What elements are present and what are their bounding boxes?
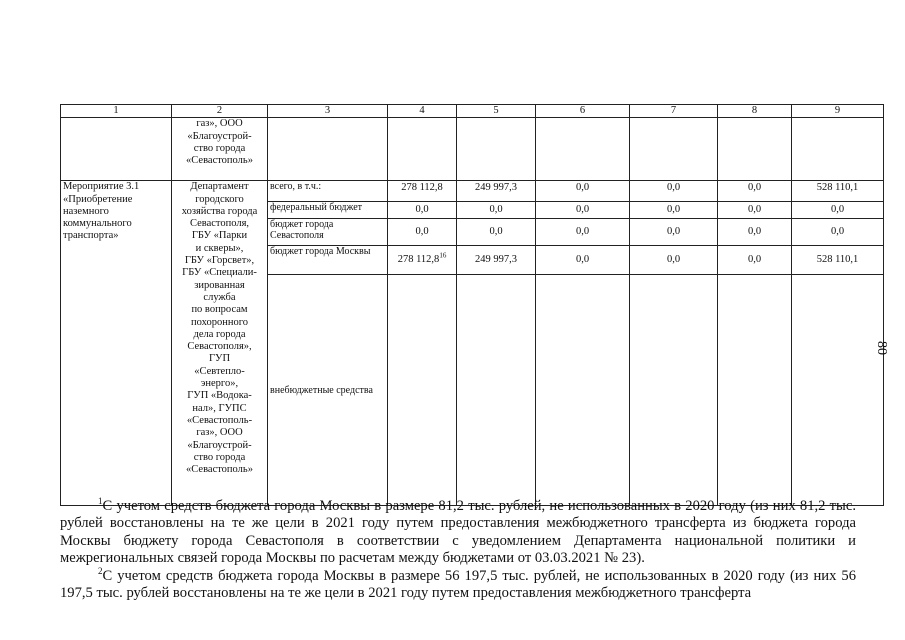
value-cell <box>536 219 630 246</box>
funding-source-cell: внебюджетные средства <box>268 275 388 506</box>
value-text: 0,0 <box>415 226 429 238</box>
column-number-cell: 2 <box>172 105 268 118</box>
empty-cell <box>630 118 718 181</box>
value-cell <box>718 219 792 246</box>
value-cell <box>388 181 457 202</box>
value-text: 0,0 <box>666 204 681 216</box>
value-cell <box>457 219 536 246</box>
text-line: транспорта» <box>63 230 119 242</box>
value-cell <box>630 219 718 246</box>
empty-cell <box>718 118 792 181</box>
value-text: 249 997,3 <box>475 254 517 266</box>
value-text: 0,0 <box>575 254 590 266</box>
value-cell <box>388 275 457 506</box>
value-text: 0,0 <box>489 226 503 238</box>
text-line: ство города <box>193 142 246 154</box>
text-line: ГБУ «Парки <box>191 230 248 242</box>
value-cell <box>792 246 884 275</box>
continuation-executor-cell <box>172 118 268 181</box>
text-line: энерго», <box>200 378 239 390</box>
column-number-cell: 4 <box>388 105 457 118</box>
value-cell <box>630 275 718 506</box>
value-text: 249 997,3 <box>475 182 517 194</box>
text-line: Севастополя, <box>189 218 250 230</box>
text-line: газ», ООО <box>196 118 243 130</box>
column-number-cell: 8 <box>718 105 792 118</box>
text-line: наземного <box>63 205 109 217</box>
value-text: 0,0 <box>747 226 762 238</box>
text-line: коммунального <box>63 218 132 230</box>
funding-source-cell: всего, в т.ч.: <box>268 181 388 202</box>
value-text: 278 112,8 <box>401 182 443 194</box>
value-cell <box>457 181 536 202</box>
value-cell <box>457 202 536 219</box>
column-number-cell: 9 <box>792 105 884 118</box>
column-number-cell: 5 <box>457 105 536 118</box>
text-line: ство города <box>193 451 246 463</box>
text-line: похоронного <box>191 316 248 328</box>
empty-cell <box>792 118 884 181</box>
value-cell <box>388 202 457 219</box>
text-line: «Севастополь- <box>186 414 253 426</box>
value-cell <box>718 202 792 219</box>
empty-cell <box>457 118 536 181</box>
value-cell <box>536 181 630 202</box>
measure-executor-cell <box>172 181 268 506</box>
text-line: по вопросам <box>191 304 248 316</box>
footnote-marker: 16 <box>439 251 447 260</box>
text-line: Департамент <box>190 181 249 193</box>
empty-cell <box>268 118 388 181</box>
text-line: Севастополя», <box>187 341 252 353</box>
text-line: «Благоустрой- <box>187 130 252 142</box>
text-line: ГБУ «Горсвет», <box>184 255 255 267</box>
column-number-cell: 7 <box>630 105 718 118</box>
column-number-row <box>61 105 884 118</box>
value-cell <box>630 246 718 275</box>
value-text: 0,0 <box>747 254 762 266</box>
text-line: «Севастополь» <box>186 155 253 167</box>
text-line: ГУП «Водока- <box>187 390 252 402</box>
value-text: 278 112,8 <box>397 254 440 266</box>
footnote-text: С учетом средств бюджета города Москвы в размере 56 197,5 тыс. рублей, не использованных в 2020 году (из них 56 197,5 тыс. рублей восстановлены на те же цели в 2021 году путем предоставления межбюджетного трансферта <box>60 567 856 602</box>
text-line: ГУП <box>208 353 231 365</box>
value-text: 0,0 <box>415 204 429 216</box>
text-line: ГБУ «Специали- <box>182 267 257 279</box>
funding-source-cell: бюджет города Москвы <box>268 246 388 275</box>
empty-cell <box>536 118 630 181</box>
value-text: 0,0 <box>830 226 845 238</box>
text-line: и скверы», <box>195 242 244 254</box>
value-cell <box>388 246 457 275</box>
value-cell <box>792 219 884 246</box>
value-cell <box>792 202 884 219</box>
text-line: «Благоустрой- <box>187 439 252 451</box>
footnotes <box>60 498 856 602</box>
footnote <box>60 498 856 568</box>
value-cell <box>792 181 884 202</box>
value-text: 0,0 <box>747 182 762 194</box>
value-text: 0,0 <box>830 204 845 216</box>
empty-cell <box>388 118 457 181</box>
value-cell <box>630 202 718 219</box>
value-cell <box>457 246 536 275</box>
text-line: зированная <box>194 279 245 291</box>
value-text: 0,0 <box>575 226 590 238</box>
funding-source-cell: бюджет города Севастополя <box>268 219 388 246</box>
budget-table <box>60 104 884 506</box>
text-line: «Севтепло- <box>194 365 245 377</box>
column-number-cell: 3 <box>268 105 388 118</box>
value-cell <box>536 246 630 275</box>
value-text: 0,0 <box>575 204 590 216</box>
value-cell <box>388 219 457 246</box>
text-line: хозяйства города <box>181 205 258 217</box>
value-text: 0,0 <box>666 254 681 266</box>
funding-source-cell: федеральный бюджет <box>268 202 388 219</box>
footnote-marker: 1 <box>98 496 103 507</box>
text-line: дела города <box>193 328 246 340</box>
value-text: 0,0 <box>666 226 681 238</box>
text-line: Мероприятие 3.1 <box>63 181 140 193</box>
funding-row <box>61 181 884 202</box>
value-text: 0,0 <box>666 182 681 194</box>
value-text: 528 110,1 <box>816 182 859 194</box>
value-text: 528 110,1 <box>816 254 859 266</box>
text-line: «Севастополь» <box>186 464 253 476</box>
text-line: служба <box>203 291 236 303</box>
value-cell <box>792 275 884 506</box>
text-line: газ», ООО <box>196 427 243 439</box>
value-text: 0,0 <box>747 204 762 216</box>
value-cell <box>536 202 630 219</box>
page-number: 80 <box>874 341 889 355</box>
value-text: 0,0 <box>575 182 590 194</box>
continuation-row <box>61 118 884 181</box>
value-text: 0,0 <box>489 204 503 216</box>
value-cell <box>536 275 630 506</box>
value-cell <box>457 275 536 506</box>
value-cell <box>718 181 792 202</box>
footnote <box>60 565 856 603</box>
footnote-marker: 2 <box>98 565 103 576</box>
text-line: «Приобретение <box>63 193 133 205</box>
value-cell <box>718 275 792 506</box>
measure-name-cell <box>61 181 172 506</box>
text-line: городского <box>195 193 244 205</box>
column-number-cell: 1 <box>61 105 172 118</box>
text-line: нал», ГУПС <box>192 402 247 414</box>
value-cell <box>718 246 792 275</box>
column-number-cell: 6 <box>536 105 630 118</box>
footnote-text: С учетом средств бюджета города Москвы в размере 81,2 тыс. рублей, не использованных в 2020 году (из них 81,2 тыс. рублей восстановлены на те же цели в 2021 году путем предоставления межбюджетного трансферта из бюджета города Москвы бюджету города Севастополя в соответствии с уведомлением Департамента национальной политики и межрегиональных связей города Москвы по расчетам между бюджетами от 03.03.2021 № 23). <box>60 498 856 567</box>
value-cell <box>630 181 718 202</box>
continuation-name-cell <box>61 118 172 181</box>
